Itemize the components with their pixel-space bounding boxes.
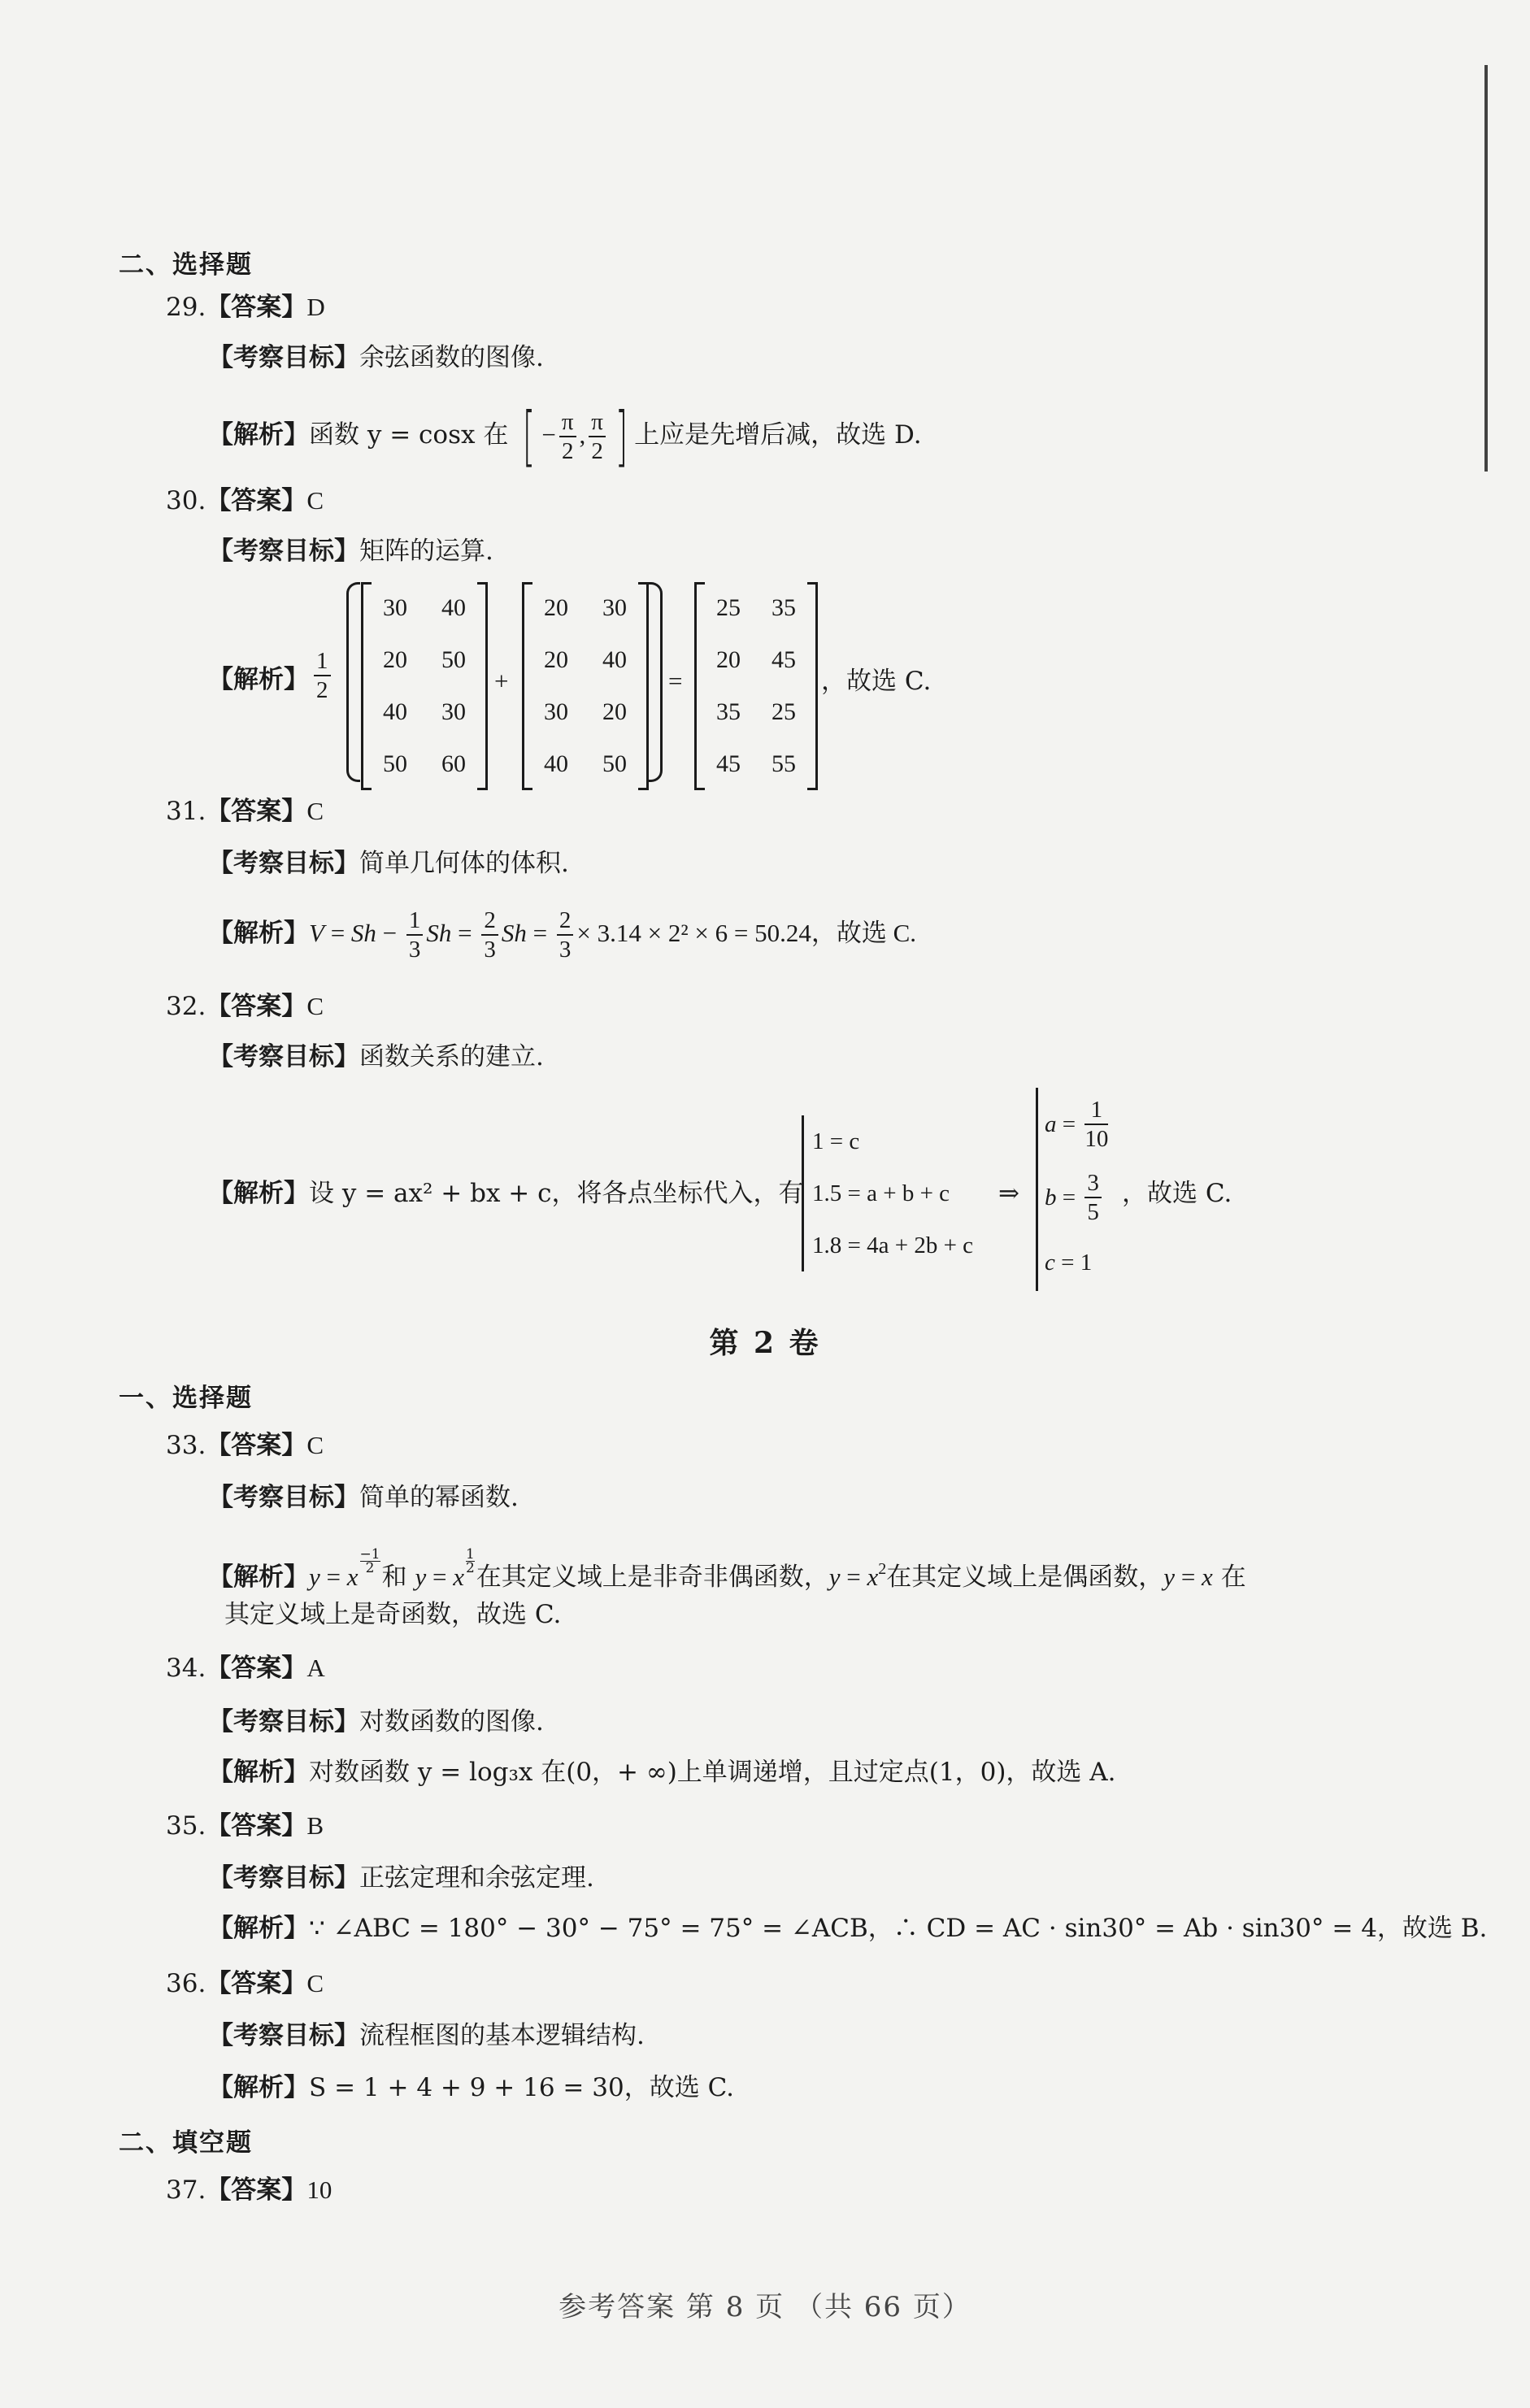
answer-label: 【答案】 xyxy=(206,1431,307,1460)
answer-label: 【答案】 xyxy=(206,797,307,826)
analysis-label: 【解析】 xyxy=(208,919,309,948)
target-text: 矩阵的运算. xyxy=(359,537,493,566)
exponent-half: $\frac{1}{2}$ xyxy=(465,1546,475,1576)
target-text: 流程框图的基本逻辑结构. xyxy=(359,2021,645,2050)
page-footer: 参考答案 第 8 页 （共 66 页） xyxy=(559,2291,971,2323)
answer-label: 【答案】 xyxy=(206,486,307,515)
answer-label: 【答案】 xyxy=(206,992,307,1021)
q35-target-line xyxy=(208,1862,594,1894)
analysis-text-pre: 设 y = ax² + bx + c，将各点坐标代入，有 xyxy=(309,1179,804,1208)
matrix-row: 20 45 xyxy=(716,646,796,673)
analysis-label: 【解析】 xyxy=(208,2073,309,2102)
q29-analysis-line: 【解析】函数 y = cosx 在 [ − $\frac{\pi}{2}$ , $\frac{\pi}{2}$ ] 上应是先增后减，故选 D. xyxy=(208,398,922,474)
question-number: 32. xyxy=(166,992,206,1021)
analysis-label: 【解析】 xyxy=(208,1758,309,1787)
fraction: $\frac{2}{3}$ xyxy=(481,906,498,963)
target-text: 简单的幂函数. xyxy=(359,1483,519,1512)
equation-system-left xyxy=(802,1115,973,1271)
equation-system-right xyxy=(1036,1088,1111,1291)
matrix-row: 30 20 xyxy=(544,698,627,725)
matrix-row: 35 25 xyxy=(716,698,796,725)
matrix-row: 45 55 xyxy=(716,750,796,777)
fraction: $\frac{1}{3}$ xyxy=(406,906,424,963)
solution-a: a = $\frac{1}{10}$ xyxy=(1045,1097,1109,1152)
q31-answer-line xyxy=(166,795,324,828)
q32-conclusion: ，故选 C. xyxy=(1122,1179,1232,1208)
q31-target-line xyxy=(208,847,569,880)
matrix-row: 25 35 xyxy=(716,594,796,621)
answer-label: 【答案】 xyxy=(206,1811,307,1841)
analysis-text-post: 上应是先增后减，故选 D. xyxy=(634,420,922,450)
equation: 1.5 = a + b + c xyxy=(812,1180,950,1206)
q30-analysis-label-line xyxy=(208,663,309,696)
answer-value: A xyxy=(306,1654,325,1682)
q32-analysis-line xyxy=(208,1177,804,1210)
equation: 1 = c xyxy=(812,1128,860,1154)
matrix-b xyxy=(522,582,649,790)
equals-sign: = xyxy=(668,667,683,695)
analysis-text: 对数函数 y = log₃x 在(0，+ ∞)上单调递增，且过定点(1，0)，故选 A. xyxy=(309,1758,1116,1787)
matrix-c xyxy=(694,582,818,790)
analysis-text: S = 1 + 4 + 9 + 16 = 30，故选 C. xyxy=(309,2073,735,2102)
q36-target-line xyxy=(208,2019,645,2052)
q34-analysis-line xyxy=(208,1756,1116,1789)
solution-b: b = $\frac{3}{5}$ xyxy=(1045,1161,1111,1234)
target-text: 简单几何体的体积. xyxy=(359,849,569,878)
matrix-row: 20 40 xyxy=(544,646,627,673)
answer-value: C xyxy=(306,797,324,825)
exponent-neg-half: $\frac{-1}{2}$ xyxy=(359,1546,380,1576)
q33-answer-line xyxy=(166,1429,324,1462)
target-text: 余弦函数的图像. xyxy=(359,343,544,372)
section-heading-multiple-choice: 二、选择题 xyxy=(119,250,253,280)
q31-analysis-line: 【解析】V = Sh − $\frac{1}{3}$ Sh = $\frac{2}{3}$ Sh = $\frac{2}{3}$ × 3.14 × 2² × 6 = 50.24，故选 C. xyxy=(208,906,917,963)
target-text: 对数函数的图像. xyxy=(359,1707,544,1736)
q37-answer-line xyxy=(166,2174,332,2206)
q33-target-line xyxy=(208,1481,519,1514)
right-paren xyxy=(649,582,663,782)
matrix-row: 30 40 xyxy=(383,594,466,621)
matrix-row: 40 30 xyxy=(383,698,466,725)
target-label: 【考察目标】 xyxy=(208,1042,359,1071)
analysis-label: 【解析】 xyxy=(208,665,309,694)
left-paren xyxy=(346,582,360,782)
answer-value: C xyxy=(306,992,324,1020)
plus-sign: + xyxy=(494,667,509,695)
answer-label: 【答案】 xyxy=(206,293,307,322)
target-label: 【考察目标】 xyxy=(208,537,359,566)
answer-label: 【答案】 xyxy=(206,1654,307,1683)
analysis-label: 【解析】 xyxy=(208,1563,309,1592)
answer-value: D xyxy=(306,293,325,321)
analysis-label: 【解析】 xyxy=(208,1914,309,1943)
q30-conclusion: ，故选 C. xyxy=(821,667,932,696)
target-label: 【考察目标】 xyxy=(208,1483,359,1512)
q30-target-line xyxy=(208,535,493,567)
question-number: 30. xyxy=(166,486,206,515)
q36-analysis-line xyxy=(208,2071,734,2104)
fraction: $\frac{\pi}{2}$ xyxy=(559,408,576,465)
page-edge-shadow xyxy=(1484,65,1488,472)
answer-value: C xyxy=(306,486,324,515)
section-heading-multiple-choice-2: 一、选择题 xyxy=(119,1384,253,1413)
target-label: 【考察目标】 xyxy=(208,1863,359,1893)
question-number: 35. xyxy=(166,1811,206,1841)
answer-label: 【答案】 xyxy=(206,1969,307,1998)
right-bracket: ] xyxy=(615,398,628,474)
volume-2-title: 第 2 卷 xyxy=(709,1326,821,1360)
volume-result: × 3.14 × 2² × 6 = 50.24，故选 C. xyxy=(576,919,917,947)
answer-value: C xyxy=(306,1969,324,1997)
question-number: 37. xyxy=(166,2175,206,2205)
question-number: 34. xyxy=(166,1654,206,1683)
q29-target-line xyxy=(208,341,544,374)
q34-target-line xyxy=(208,1706,544,1738)
matrix-a xyxy=(361,582,488,790)
question-number: 33. xyxy=(166,1431,206,1460)
analysis-label: 【解析】 xyxy=(208,1179,309,1208)
fraction: $\frac{\pi}{2}$ xyxy=(589,408,606,465)
question-number: 36. xyxy=(166,1969,206,1998)
target-label: 【考察目标】 xyxy=(208,2021,359,2050)
target-text: 函数关系的建立. xyxy=(359,1042,544,1071)
fraction: $\frac{1}{2}$ xyxy=(314,647,331,704)
matrix-row: 50 60 xyxy=(383,750,466,777)
q30-coefficient xyxy=(311,647,334,704)
target-label: 【考察目标】 xyxy=(208,849,359,878)
q34-answer-line xyxy=(166,1652,325,1684)
target-label: 【考察目标】 xyxy=(208,343,359,372)
section-heading-fill-blank: 二、填空题 xyxy=(119,2128,253,2158)
q33-analysis-line-1: 【解析】y = x $\frac{-1}{2}$ 和 y = x $\frac{1}{2}$ 在其定义域上是非奇非偶函数，$y = x^2$在其定义域上是偶函数，y = x 在 xyxy=(208,1546,1246,1592)
q32-answer-line xyxy=(166,990,324,1023)
q35-answer-line xyxy=(166,1810,324,1842)
q29-answer-line xyxy=(166,291,325,324)
analysis-text-pre: 函数 y = cosx 在 xyxy=(309,420,509,450)
solution-c: c = 1 xyxy=(1045,1249,1093,1276)
matrix-row: 20 50 xyxy=(383,646,466,673)
fraction: $\frac{2}{3}$ xyxy=(557,906,574,963)
answer-label: 【答案】 xyxy=(206,2175,307,2205)
q32-target-line xyxy=(208,1041,544,1073)
analysis-label: 【解析】 xyxy=(208,420,309,450)
answer-value: B xyxy=(306,1811,324,1840)
implies-arrow: ⇒ xyxy=(998,1179,1019,1207)
matrix-row: 20 30 xyxy=(544,594,627,621)
q30-answer-line xyxy=(166,485,324,517)
q36-answer-line xyxy=(166,1967,324,2000)
q33-analysis-line-2: 其定义域上是奇函数，故选 C. xyxy=(224,1600,562,1629)
answer-value: C xyxy=(306,1431,324,1459)
target-text: 正弦定理和余弦定理. xyxy=(359,1863,594,1893)
left-bracket: [ xyxy=(522,398,536,474)
matrix-row: 40 50 xyxy=(544,750,627,777)
equation: 1.8 = 4a + 2b + c xyxy=(812,1232,974,1258)
answer-value: 10 xyxy=(306,2175,333,2204)
analysis-text: ∵ ∠ABC = 180° − 30° − 75° = 75° = ∠ACB，∴ CD = AC · sin30° = Ab · sin30° = 4，故选 B. xyxy=(309,1914,1488,1943)
q35-analysis-line xyxy=(208,1912,1487,1945)
question-number: 31. xyxy=(166,797,206,826)
target-label: 【考察目标】 xyxy=(208,1707,359,1736)
question-number: 29. xyxy=(166,293,206,322)
